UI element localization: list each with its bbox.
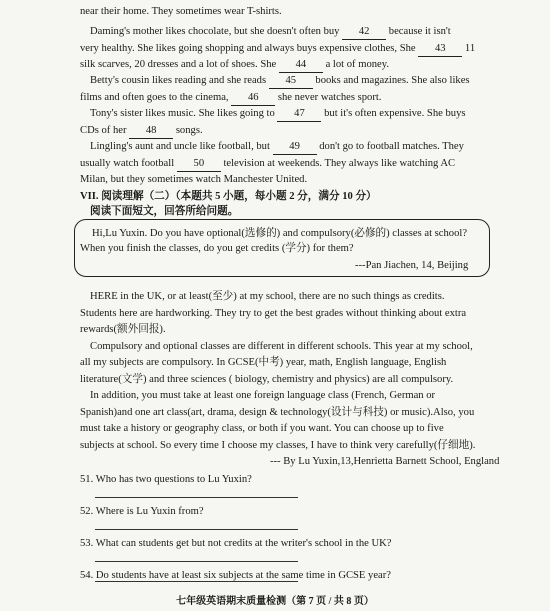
section-heading: VII. 阅读理解（二）（本题共 5 小题，每小题 2 分，满分 10 分）	[80, 191, 377, 202]
cloze-line: silk scarves, 20 dresses and a lot of shoes. She 44 a lot of money.	[80, 58, 389, 73]
blank-49[interactable]: 49	[273, 140, 317, 155]
blank-47[interactable]: 47	[277, 107, 321, 122]
letter-line: When you finish the classes, do you get credits (学分) for them?	[80, 243, 354, 254]
passage-signature: --- By Lu Yuxin,13,Henrietta Barnett School, England	[270, 456, 500, 467]
passage-line: Students here are hardworking. They try to get the best grades without thinking about extra	[80, 308, 467, 319]
letter-signature: ---Pan Jiachen, 14, Beijing	[355, 260, 469, 271]
blank-45[interactable]: 45	[269, 74, 313, 89]
cloze-line: Tony's sister likes music. She likes going to 47 but it's often expensive. She buys	[90, 107, 466, 122]
cloze-line: very healthy. She likes going shopping and always buys expensive clothes, She 43 11	[80, 42, 475, 57]
question-53: 53. What can students get but not credits at the writer's school in the UK?	[80, 538, 392, 549]
question-54: 54. Do students have at least six subjects at the same time in GCSE year?	[80, 570, 391, 581]
passage-line: rewards(额外回报).	[80, 324, 166, 335]
passage-line: Compulsory and optional classes are different in different schools. This year at my school,	[90, 341, 473, 352]
cloze-line: usually watch football 50 television at weekends. They always like watching AC	[80, 157, 455, 172]
answer-line-54[interactable]	[95, 581, 298, 582]
question-51: 51. Who has two questions to Lu Yuxin?	[80, 474, 252, 485]
blank-50[interactable]: 50	[177, 157, 221, 172]
cloze-line: CDs of her 48 songs.	[80, 124, 203, 139]
blank-46[interactable]: 46	[231, 91, 275, 106]
blank-48[interactable]: 48	[129, 124, 173, 139]
passage-line: all my subjects are compulsory. In GCSE(中考) year, math, English language, English	[80, 357, 447, 368]
passage-line: must take a history or geography class, or both if you want. You can choose up to five	[80, 423, 444, 434]
cloze-line: Lingling's aunt and uncle like football, but 49 don't go to football matches. They	[90, 140, 464, 155]
answer-line-53[interactable]	[95, 561, 298, 562]
passage-line: Spanish)and one art class(art, drama, design & technology(设计与科技) or music).Also, you	[80, 407, 475, 418]
blank-44[interactable]: 44	[279, 58, 323, 73]
answer-line-51[interactable]	[95, 497, 298, 498]
passage-line: subjects at school. So every time I choose my classes, I have to think very carefully(仔细地).	[80, 440, 476, 451]
section-instruction: 阅读下面短文，回答所给问题。	[90, 206, 239, 217]
blank-43[interactable]: 43	[418, 42, 462, 57]
passage-line: In addition, you must take at least one foreign language class (French, German or	[90, 390, 436, 401]
blank-42[interactable]: 42	[342, 25, 386, 40]
cloze-line: Betty's cousin likes reading and she reads 45 books and magazines. She also likes	[90, 74, 470, 89]
passage-line: HERE in the UK, or at least(至少) at my school, there are no such things as credits.	[90, 291, 445, 302]
page-footer: 七年级英语期末质量检测（第 7 页 / 共 8 页）	[176, 596, 374, 607]
cloze-line: films and often goes to the cinema, 46 she never watches sport.	[80, 91, 381, 106]
question-52: 52. Where is Lu Yuxin from?	[80, 506, 204, 517]
cloze-line: Milan, but they sometimes watch Manchester United.	[80, 174, 308, 185]
answer-line-52[interactable]	[95, 529, 298, 530]
cloze-line: near their home. They sometimes wear T-shirts.	[80, 6, 282, 17]
letter-line: Hi,Lu Yuxin. Do you have optional(选修的) and compulsory(必修的) classes at school?	[92, 228, 468, 239]
cloze-line: Daming's mother likes chocolate, but she doesn't often buy 42 because it isn't	[90, 25, 451, 40]
passage-line: literature(文学) and three sciences ( biology, chemistry and physics) are all compulsory.	[80, 374, 454, 385]
